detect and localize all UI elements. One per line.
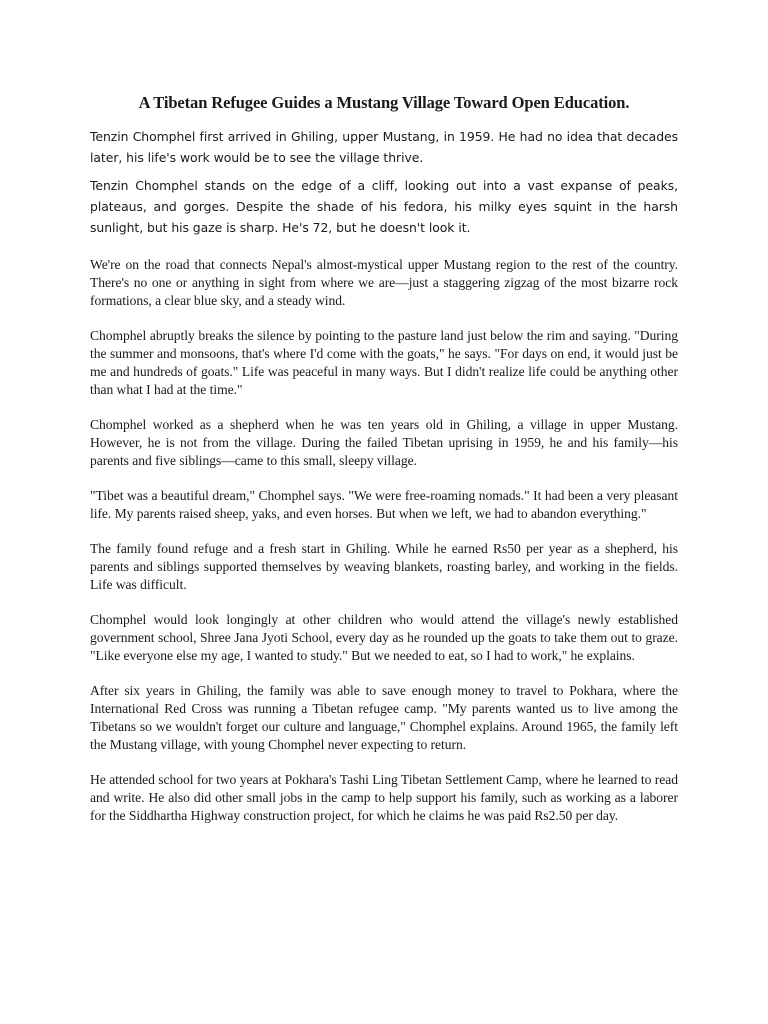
body-paragraph-6: Chomphel would look longingly at other children who would attend the village's newly established government school, Shree Jana Jyoti School, every day as he rounded up the goats to take them out to graze. "Like everyone else my age, I wanted to study." But we needed to eat, so I had to work," he explains. — [90, 612, 678, 663]
body-paragraph-3: Chomphel worked as a shepherd when he was ten years old in Ghiling, a village in upper Mustang. However, he is not from the village. During the failed Tibetan uprising in 1959, he and his family—his parents and five siblings—came to this small, sleepy village. — [90, 417, 678, 468]
body-paragraph-8: He attended school for two years at Pokhara's Tashi Ling Tibetan Settlement Camp, where he learned to read and write. He also did other small jobs in the camp to help support his family, such as working as a laborer for the Siddhartha Highway construction project, for which he claims he was paid Rs2.50 per day. — [90, 772, 678, 823]
article-title: A Tibetan Refugee Guides a Mustang Village Toward Open Education. — [138, 93, 630, 112]
document-page — [90, 92, 678, 842]
body-paragraph-4: "Tibet was a beautiful dream," Chomphel says. "We were free-roaming nomads." It had been a very pleasant life. My parents raised sheep, yaks, and even horses. But when we left, we had to abandon everything." — [90, 488, 678, 521]
intro-paragraph-1: Tenzin Chomphel first arrived in Ghiling, upper Mustang, in 1959. He had no idea that decades later, his life's work would be to see the village thrive. — [90, 129, 678, 165]
body-paragraph-7: After six years in Ghiling, the family was able to save enough money to travel to Pokhara, where the International Red Cross was running a Tibetan refugee camp. "My parents wanted us to live among the Tibetans so we wouldn't forget our culture and language," Chomphel explains. Around 1965, the family left the Mustang village, with young Chomphel never expecting to return. — [90, 683, 678, 752]
body-paragraph-1: We're on the road that connects Nepal's almost-mystical upper Mustang region to the rest of the country. There's no one or anything in sight from where we are—just a staggering zigzag of the most bizarre rock formations, a clear blue sky, and a steady wind. — [90, 257, 678, 308]
body-paragraph-2: Chomphel abruptly breaks the silence by pointing to the pasture land just below the rim and saying. "During the summer and monsoons, that's where I'd come with the goats," he says. "For days on end, it would just be me and hundreds of goats." Life was peaceful in many ways. But I didn't realize life could be anything other than what I had at the time." — [90, 328, 678, 397]
body-paragraph-5: The family found refuge and a fresh start in Ghiling. While he earned Rs50 per year as a shepherd, his parents and siblings supported themselves by weaving blankets, roasting barley, and working in the fields. Life was difficult. — [90, 541, 678, 592]
intro-paragraph-2: Tenzin Chomphel stands on the edge of a cliff, looking out into a vast expanse of peaks, plateaus, and gorges. Despite the shade of his fedora, his milky eyes squint in the harsh sunlight, but his gaze is sharp. He's 72, but he doesn't look it. — [90, 178, 678, 235]
